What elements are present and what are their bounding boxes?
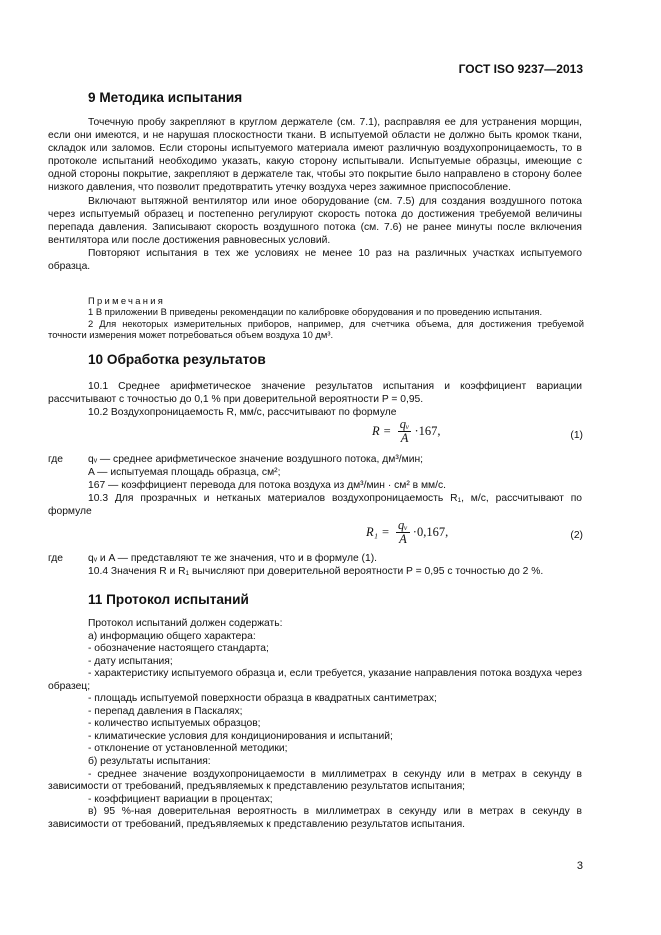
formula-lhs: R (372, 424, 380, 438)
paragraph: 10.1 Среднее арифметическое значение результатов испытания и коэффициент вариации рассчитывают с точностью до 0,1 % при доверительной вероятности P = 0,95. (48, 381, 582, 406)
definition-line: 167 — коэффициент перевода для потока воздуха из дм³/мин · см² в мм/с. (88, 480, 447, 491)
formula-rest: ·0,167, (412, 525, 449, 539)
list-item: - количество испытуемых образцов; (88, 718, 261, 730)
list-item: - площадь испытуемой поверхности образца в квадратных сантиметрах; (88, 693, 437, 705)
section-9-heading: 9 Методика испытания (88, 90, 243, 105)
paragraph: Точечную пробу закрепляют в круглом держателе (см. 7.1), расправляя ее для устранения морщин, если они имеются, и не нарушая плоскостности ткани. В испытуемой области не должно быть кромок ткани, складок или заломов. Если стороны испытуемого материала имеют различную воздухопроницаемость, то в протоколе испытаний необходимо указать, какую сторону испытывали. Испытуемые образцы, имеющие с одной стороны покрытие, закрепляют в держателе так, чтобы это покрытие было направлено в сторону более низкого давления, что позволит предотвратить утечку воздуха через зажимное приспособление. (48, 117, 582, 194)
fraction-denominator: A (400, 431, 409, 445)
section-9-notes (48, 295, 584, 341)
list-item: б) результаты испытания: (88, 756, 211, 768)
formula-lhs: R₁ (366, 525, 378, 539)
formula-fraction (398, 418, 412, 445)
section-10-body (48, 380, 582, 419)
section-11-heading: 11 Протокол испытаний (88, 592, 249, 607)
list-item: а) информацию общего характера: (88, 630, 256, 642)
formula-rest: ·167, (414, 424, 441, 438)
list-item: - характеристику испытуемого образца и, если требуется, указание направления потока воздуха через образец; (48, 668, 582, 692)
section-10-heading: 10 Обработка результатов (88, 352, 266, 367)
list-item: - климатические условия для кондиционирования и испытаний; (88, 730, 393, 742)
list-item: - коэффициент вариации в процентах; (88, 793, 273, 805)
list-item: - обозначение настоящего стандарта; (88, 643, 269, 655)
formula-fraction (396, 519, 410, 546)
notes-heading: Примечания (88, 295, 166, 306)
fraction-denominator: A (399, 532, 407, 546)
page-number: 3 (576, 860, 583, 872)
formula-2: R₁ = $\frac{\text{qᵥ}}{A}$ ·0,167, (366, 518, 449, 546)
protocol-list (48, 618, 582, 831)
paragraph: 10.4 Значения R и R₁ вычисляют при доверительной вероятности P = 0,95 с точностью до 2 %. (88, 566, 544, 577)
note-item: 2 Для некоторых измерительных приборов, например, для счетчика объема, для достижения требуемой точности измерения может потребоваться объем воздуха 10 дм³. (48, 317, 584, 341)
section-9-body (48, 116, 582, 273)
list-item: в) 95 %-ная доверительная вероятность в миллиметрах в секунду или в метрах в секунду в зависимости от требований, предъявляемых к представлению результатов испытания. (48, 806, 582, 830)
formula-1: R = $\frac{\text{qᵥ}}{A}$ ·167, (372, 417, 441, 445)
paragraph: Включают вытяжной вентилятор или иное оборудование (см. 7.5) для создания воздушного потока через испытуемый образец и постепенно регулируют скорость потока до достижения требуемой величины перепада давления. Записывают скорость воздушного потока (см. 7.6) не ранее минуты после включения вентилятора или после достижения равновесных условий. (48, 195, 582, 246)
paragraph: 10.2 Воздухопроницаемость R, мм/с, рассчитывают по формуле (88, 407, 397, 419)
definition-line: A — испытуемая площадь образца, см²; (88, 467, 281, 478)
list-item: Протокол испытаний должен содержать: (88, 618, 283, 629)
paragraph: Повторяют испытания в тех же условиях не менее 10 раз на различных участках испытуемого образца. (48, 247, 582, 273)
definition-line: qᵥ — среднее арифметическое значение воздушного потока, дм³/мин; (88, 454, 423, 465)
list-item: - отклонение от установленной методики; (88, 743, 288, 755)
equation-number: (2) (570, 530, 583, 541)
where-label: где (48, 454, 64, 465)
section-10-3 (48, 492, 582, 518)
fraction-numerator: qᵥ (398, 518, 408, 532)
list-item: - дату испытания; (88, 655, 173, 667)
list-item: - среднее значение воздухопроницаемости в миллиметрах в секунду или в метрах в секунду в зависимости от требований, предъявляемых к представлению результатов испытания; (48, 768, 582, 793)
paragraph: 10.3 Для прозрачных и нетканых материалов воздухопроницаемость R₁, м/с, рассчитывают по формуле (48, 493, 582, 518)
note-item: 1 В приложении B приведены рекомендации по калибровке оборудования и по проведению испытания. (88, 306, 543, 318)
equation-number: (1) (570, 430, 583, 441)
definition-line: qᵥ и A — представляют те же значения, что и в формуле (1). (88, 553, 377, 564)
where-label: где (48, 553, 64, 564)
standard-designation: ГОСТ ISO 9237—2013 (458, 62, 583, 76)
fraction-numerator: qᵥ (399, 417, 410, 431)
list-item: - перепад давления в Паскалях; (88, 705, 243, 717)
